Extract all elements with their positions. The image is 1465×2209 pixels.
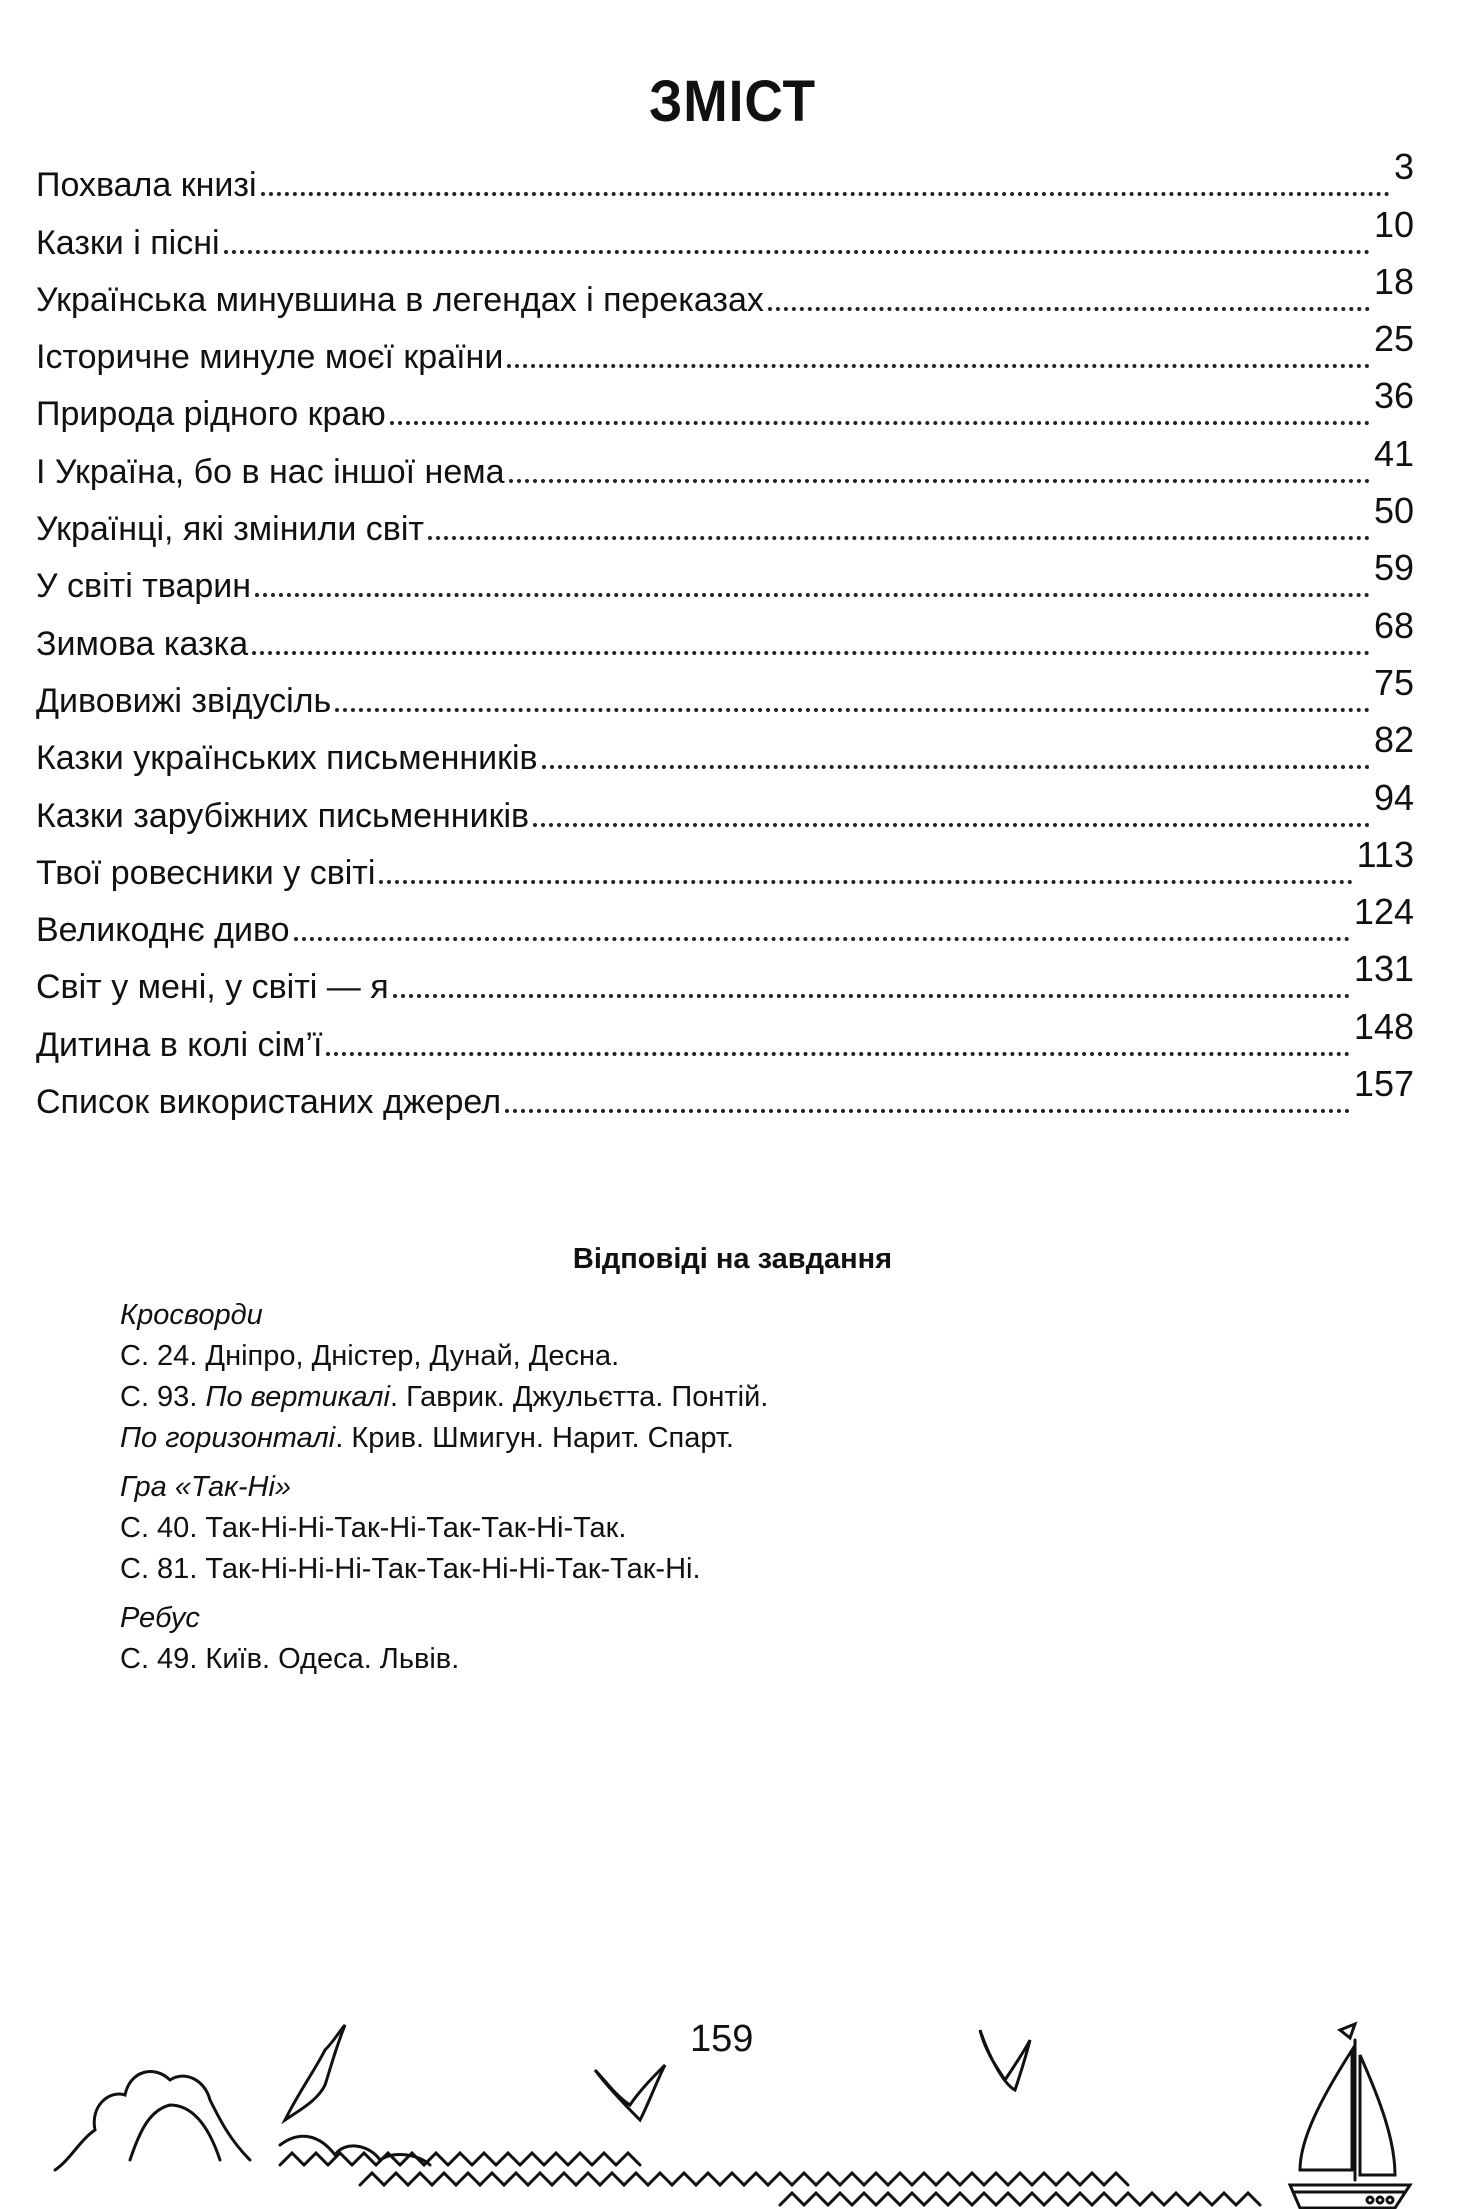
answer-italic: По вертикалі	[205, 1381, 390, 1413]
toc-entry-title: У світі тварин	[36, 567, 252, 606]
answers-section	[120, 1295, 768, 1680]
dot-leader	[335, 708, 1370, 712]
toc-entry-title: Дитина в колі сім’ї	[36, 1025, 323, 1064]
page-number: 159	[690, 2018, 754, 2060]
toc-entry-page: 75	[1373, 661, 1414, 703]
dot-leader	[428, 536, 1370, 540]
dot-leader	[261, 192, 1390, 196]
answer-line	[120, 1377, 768, 1418]
sailboat-icon	[1290, 2024, 1410, 2208]
answer-italic: По горизонталі	[120, 1422, 336, 1454]
toc-entry-title: І Україна, бо в нас іншої нема	[36, 452, 505, 491]
toc-entry-title: Українська минувшина в легендах і переказах	[36, 280, 764, 319]
toc-entry-page: 36	[1373, 375, 1414, 417]
toc-entry[interactable]	[36, 320, 1414, 377]
toc-entry-title: Природа рідного краю	[36, 395, 386, 434]
dot-leader	[768, 307, 1370, 311]
toc-entry-title: Зимова казка	[36, 624, 249, 663]
dot-leader	[255, 593, 1370, 597]
toc-entry[interactable]	[36, 549, 1414, 606]
toc-entry-title: Історичне минуле моєї країни	[36, 338, 504, 377]
toc-entry[interactable]	[36, 893, 1414, 950]
toc-entry-title: Казки українських письменників	[36, 739, 538, 778]
answers-title: Відповіді на завдання	[572, 1243, 893, 1275]
toc-entry-page: 10	[1373, 203, 1414, 245]
toc-entry[interactable]	[36, 260, 1414, 320]
dot-leader	[505, 1109, 1350, 1113]
toc-entry-title: Українці, які змінили світ	[36, 510, 424, 549]
toc-entry-title: Казки зарубіжних письменників	[36, 796, 530, 835]
toc-entry[interactable]	[36, 377, 1414, 434]
toc-entry[interactable]	[36, 833, 1414, 893]
seagull-icon	[595, 2065, 665, 2120]
toc-entry-title: Великоднє диво	[36, 911, 290, 950]
dot-leader	[507, 364, 1370, 368]
toc-entry-page: 3	[1393, 146, 1414, 188]
toc-entry[interactable]	[36, 148, 1414, 205]
table-of-contents	[36, 148, 1414, 1122]
toc-entry-page: 124	[1353, 891, 1414, 933]
answer-line	[120, 1418, 768, 1459]
toc-entry-page: 25	[1373, 318, 1414, 360]
toc-entry-page: 113	[1356, 833, 1414, 875]
answer-line: С. 40. Так-Ні-Ні-Так-Ні-Так-Так-Ні-Так.	[120, 1512, 627, 1544]
toc-entry[interactable]	[36, 661, 1414, 721]
yes-no-heading: Гра «Так-Ні»	[120, 1471, 292, 1503]
answer-line: С. 81. Так-Ні-Ні-Ні-Так-Так-Ні-Ні-Так-Так-Ні.	[120, 1553, 701, 1585]
toc-entry-page: 131	[1353, 948, 1414, 990]
dot-leader	[393, 994, 1350, 998]
answer-text: . Крив. Шмигун. Нарит. Спарт.	[335, 1422, 734, 1454]
dot-leader	[252, 651, 1370, 655]
toc-entry-title: Дивовижі звідусіль	[36, 681, 332, 720]
toc-entry-title: Світ у мені, у світі — я	[36, 968, 389, 1007]
toc-entry[interactable]	[36, 492, 1414, 549]
toc-entry-page: 68	[1373, 604, 1414, 646]
toc-entry-page: 82	[1373, 719, 1414, 761]
dot-leader	[533, 823, 1370, 827]
toc-entry[interactable]	[36, 606, 1414, 663]
dot-leader	[542, 765, 1370, 769]
dot-leader	[390, 421, 1370, 425]
toc-entry[interactable]	[36, 1065, 1414, 1122]
toc-entry[interactable]	[36, 721, 1414, 778]
toc-entry-page: 59	[1373, 547, 1414, 589]
page-title: ЗМІСТ	[648, 69, 817, 134]
answer-line: С. 24. Дніпро, Дністер, Дунай, Десна.	[120, 1340, 620, 1372]
wave-icon	[55, 2072, 430, 2170]
toc-entry-title: Казки і пісні	[36, 223, 220, 262]
toc-entry-title: Похвала книзі	[36, 166, 257, 205]
toc-entry-page: 41	[1373, 432, 1414, 474]
toc-entry-page: 94	[1373, 776, 1414, 818]
dot-leader	[509, 479, 1370, 483]
answer-prefix: С. 93.	[120, 1381, 206, 1413]
dot-leader	[294, 937, 1350, 941]
toc-entry-title: Список використаних джерел	[36, 1083, 502, 1122]
toc-entry[interactable]	[36, 434, 1414, 491]
toc-entry-page: 157	[1353, 1063, 1414, 1105]
seagull-icon	[285, 2025, 345, 2120]
toc-entry[interactable]	[36, 950, 1414, 1007]
toc-entry-title: Твої ровесники у світі	[36, 853, 376, 892]
seagull-icon	[980, 2030, 1030, 2090]
toc-entry[interactable]	[36, 1007, 1414, 1064]
answer-text: . Гаврик. Джульєтта. Понтій.	[389, 1381, 769, 1413]
dot-leader	[379, 880, 1352, 884]
toc-entry-page: 148	[1353, 1005, 1414, 1047]
rebus-heading: Ребус	[120, 1602, 200, 1634]
toc-entry-page: 50	[1373, 490, 1414, 532]
crosswords-heading: Кросворди	[120, 1299, 263, 1331]
toc-entry[interactable]	[36, 778, 1414, 835]
dot-leader	[224, 250, 1370, 254]
toc-entry[interactable]	[36, 205, 1414, 262]
dot-leader	[326, 1052, 1350, 1056]
toc-entry-page: 18	[1373, 260, 1414, 302]
small-waves	[280, 2153, 1260, 2205]
answer-line: С. 49. Київ. Одеса. Львів.	[120, 1643, 460, 1675]
